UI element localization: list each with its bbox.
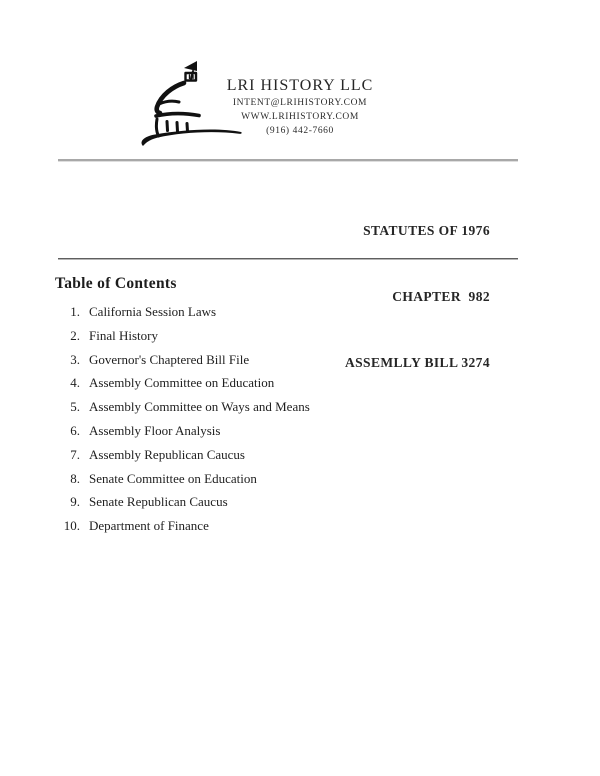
toc-item-label: Assembly Committee on Ways and Means: [89, 399, 310, 415]
toc-item-number: 10.: [63, 518, 80, 534]
toc-item: [54, 328, 514, 352]
toc-item-label: Senate Committee on Education: [89, 470, 257, 486]
toc-item-label: Senate Republican Caucus: [89, 494, 228, 510]
toc-item: [54, 399, 514, 423]
toc-item-label: Governor's Chaptered Bill File: [89, 351, 250, 367]
phone-text: (916) 442-7660: [266, 126, 334, 136]
toc-item-label: Department of Finance: [89, 518, 209, 534]
toc-item-label: Assembly Republican Caucus: [89, 446, 245, 462]
toc-item: [54, 304, 514, 328]
toc-item: [54, 352, 514, 376]
statutes-line: STATUTES OF 1976: [363, 223, 490, 238]
toc-item: [54, 471, 514, 495]
toc-item-number: 4.: [70, 375, 80, 391]
toc-item: [54, 494, 514, 518]
toc-item-label: Assembly Floor Analysis: [89, 422, 221, 438]
letterhead: [0, 76, 600, 138]
toc-item-number: 2.: [70, 327, 80, 343]
toc-title: Table of Contents: [55, 275, 177, 292]
toc-item-number: 5.: [70, 399, 80, 415]
toc-item-number: 3.: [70, 351, 80, 367]
toc-item-number: 1.: [70, 304, 80, 319]
toc-item-label: Assembly Committee on Education: [89, 375, 275, 391]
company-name: LRI HISTORY LLC: [226, 77, 374, 94]
section-divider: [58, 258, 518, 259]
toc-item: [54, 518, 514, 542]
email-text: INTENT@LRIHISTORY.COM: [232, 98, 368, 108]
toc-item-number: 6.: [70, 422, 80, 438]
toc-item: [54, 447, 514, 471]
assembly-bill-line: ASSEMLLY BILL 3274: [344, 355, 490, 370]
toc-item: [54, 375, 514, 399]
toc-item-number: 7.: [70, 446, 80, 462]
toc-list: [54, 304, 514, 542]
toc-item-label: Final History: [89, 327, 158, 343]
toc-item-number: 9.: [70, 494, 80, 510]
toc-item-number: 8.: [70, 470, 80, 486]
header-divider: [58, 159, 518, 161]
toc-item: [54, 423, 514, 447]
website-text: WWW.LRIHISTORY.COM: [241, 112, 359, 122]
toc-item-label: California Session Laws: [89, 304, 217, 319]
chapter-line: CHAPTER 982: [392, 289, 490, 304]
